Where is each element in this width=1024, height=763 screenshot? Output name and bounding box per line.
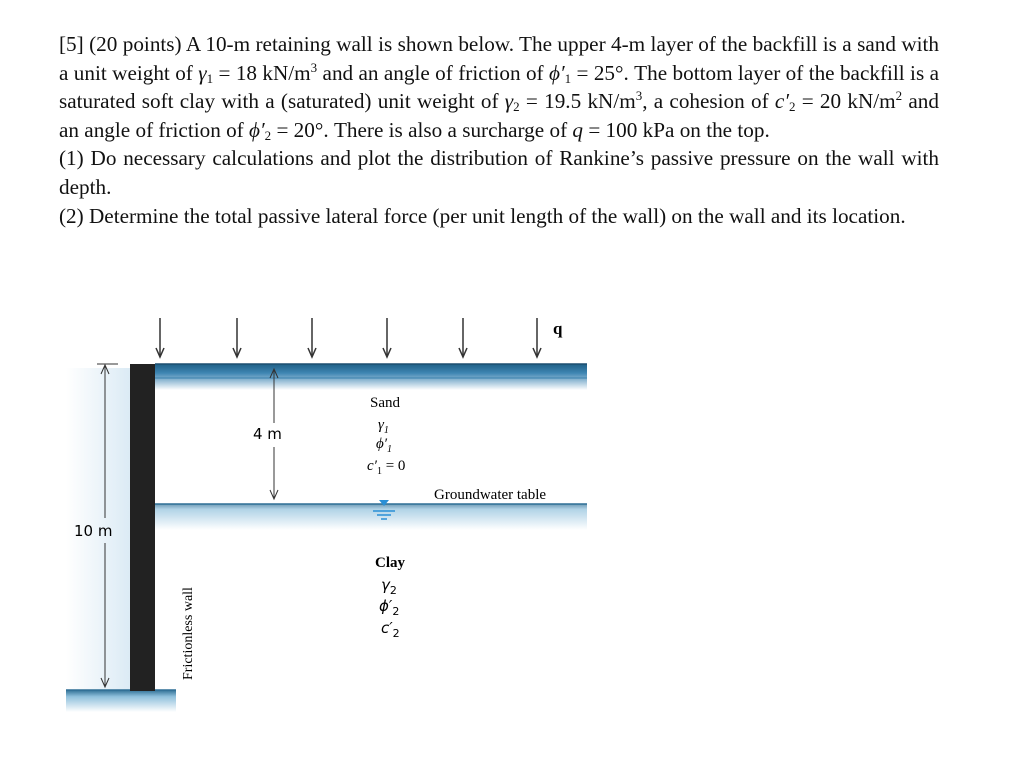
ground-surface xyxy=(155,364,587,390)
phi2-symbol: ϕ′ xyxy=(249,117,265,142)
gamma2-value: = 19.5 kN/m xyxy=(519,89,636,114)
gamma1-sub: 1 xyxy=(206,70,214,86)
phi1-text: and an angle of friction of xyxy=(317,60,549,85)
part-2: (2) Determine the total passive lateral force (per unit length of the wall) on the wall and its location. xyxy=(59,203,906,228)
phi1-sub: 1 xyxy=(564,70,572,86)
sand-label: Sand xyxy=(370,395,400,411)
gamma1-value: = 18 kN/m xyxy=(213,60,311,85)
depth-10m-label: 10 m xyxy=(74,522,113,540)
clay-cohesion: $c'_2$ xyxy=(381,619,400,640)
base-band xyxy=(66,690,176,712)
gamma2-exp: 3 xyxy=(635,88,643,104)
groundwater-band xyxy=(155,504,587,530)
phi2-value: = 20°. xyxy=(271,117,329,142)
c2-value: = 20 kN/m xyxy=(795,89,896,114)
gamma2-sub: 2 xyxy=(513,99,520,115)
problem-header: [5] (20 points) A 10-m retaining wall is shown below. The upper 4-m layer of the backfill is a sand with a unit weight of xyxy=(59,32,939,85)
gamma2-symbol: γ xyxy=(504,89,514,114)
c2-exp: 2 xyxy=(895,88,903,104)
gamma1-symbol: γ xyxy=(198,60,207,85)
part-1: (1) Do necessary calculations and plot the distribution of Rankine’s passive pressure on the wall with depth. xyxy=(59,146,939,199)
phi2-text: and an angle of friction of xyxy=(59,89,939,142)
surcharge-arrows xyxy=(156,318,541,357)
phi1-value: = 25°. xyxy=(571,60,629,85)
c2-sub: 2 xyxy=(788,99,796,115)
phi2-sub: 2 xyxy=(264,127,272,143)
clay-phi: $\phi'_2$ xyxy=(379,597,400,618)
clay-label: Clay xyxy=(375,555,405,571)
q-label: q xyxy=(553,319,563,338)
phi1-symbol: ϕ′ xyxy=(549,60,565,85)
c2-symbol: c′ xyxy=(774,89,789,114)
layer2-text: The bottom layer of the backfill is a saturated soft clay with a (saturated) unit weight of xyxy=(59,60,939,114)
gamma1-exp: 3 xyxy=(310,59,318,75)
groundwater-table-label: Groundwater table xyxy=(434,487,547,503)
frictionless-wall-label: Frictionless wall xyxy=(181,587,196,680)
retaining-wall xyxy=(130,364,155,691)
surcharge-text: There is also a surcharge of xyxy=(328,117,573,142)
sand-cohesion: $c'_1 = 0$ xyxy=(367,458,406,477)
cohesion-text: , a cohesion of xyxy=(642,89,775,114)
depth-4m-label: 4 m xyxy=(253,425,282,443)
sand-phi: $\phi'_1$ xyxy=(376,436,393,455)
clay-gamma: $\gamma_2$ xyxy=(381,576,397,597)
q-symbol: q xyxy=(572,117,584,142)
sand-gamma: $\gamma_1$ xyxy=(378,417,389,436)
q-value: = 100 kPa on the top. xyxy=(583,117,770,142)
